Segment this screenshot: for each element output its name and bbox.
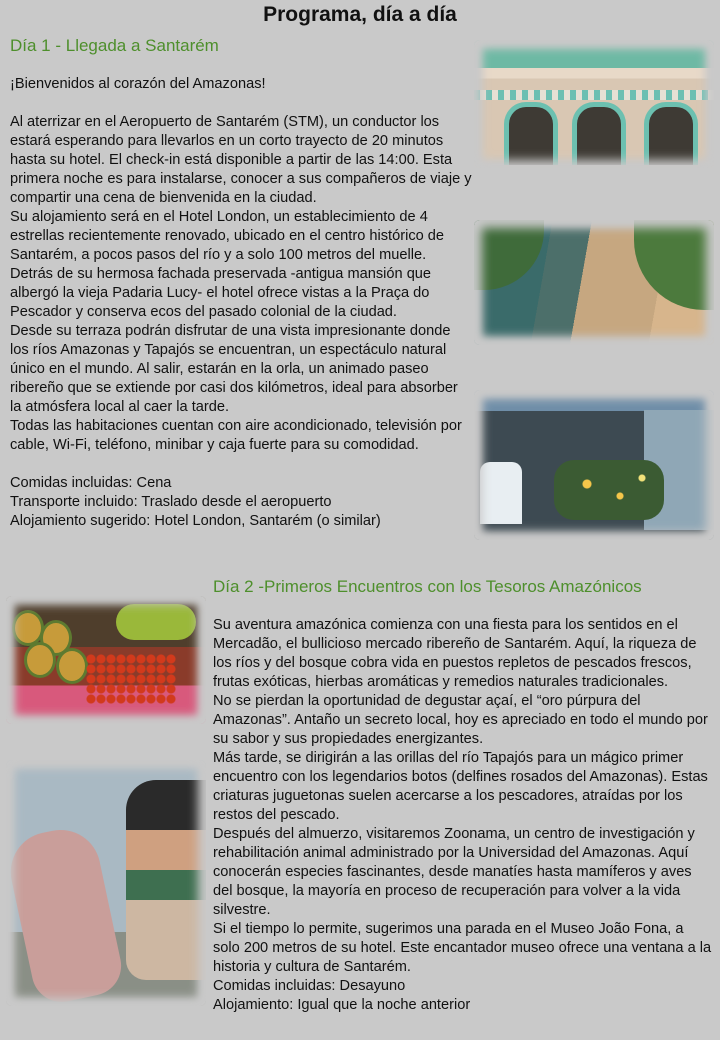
day1-heading: Día 1 - Llegada a Santarém — [10, 36, 219, 55]
day2-paragraph: Su aventura amazónica comienza con una fiesta para los sentidos en el Mercadão, el bullicioso mercado ribereño de Santarém. Aquí, la riqueza de los ríos y del bosque cobra vida en puestos repletos de pescados frescos, frutas exóticas, hierbas aromáticas y remedios naturales tradicionales. — [213, 617, 697, 690]
day1-paragraph: Al aterrizar en el Aeropuerto de Santarém (STM), un conductor los estará esperando para llevarlos en un corto trayecto de 20 minutos hasta su hotel. El check-in está disponible a partir de las 14:00. Esta primera noche es para instalarse, conocer a sus compañeros de viaje y compartir una cena de bienvenida en la ciudad. — [10, 114, 472, 206]
day2-body — [213, 616, 713, 1015]
day2-heading: Día 2 -Primeros Encuentros con los Tesoros Amazónicos — [213, 577, 642, 596]
day2-paragraph: No se pierdan la oportunidad de degustar açaí, el “oro púrpura del Amazonas”. Antaño un secreto local, hoy es apreciado en todo el mundo por su sabor y sus propiedades energizantes. — [213, 693, 708, 747]
day1-paragraph: Desde su terraza podrán disfrutar de una vista impresionante donde los ríos Amazonas y Tapajós se encuentran, un espectáculo natural único en el mundo. Al salir, estarán en la orla, un animado paseo ribereño que se extiende por casi dos kilómetros, ideal para absorber la atmósfera local al caer la tarde. — [10, 323, 458, 415]
day2-paragraph: Si el tiempo lo permite, sugerimos una parada en el Museo João Fona, a solo 200 metros de su hotel. Este encantador museo ofrece una ventana a la historia y cultura de Santarém. — [213, 921, 712, 975]
day1-paragraph: Todas las habitaciones cuentan con aire acondicionado, televisión por cable, Wi-Fi, teléfono, minibar y caja fuerte para su comodidad. — [10, 418, 462, 453]
meeting-of-rivers-photo — [474, 220, 714, 345]
day1-body — [10, 75, 472, 531]
day2-paragraph: Después del almuerzo, visitaremos Zoonama, un centro de investigación y rehabilitación animal administrado por la Universidad del Amazonas. Aquí conocerán especies fascinantes, desde manatíes hasta mamíferos y aves del bosque, la mayoría en proceso de recuperación para volver a la vida silvestre. — [213, 826, 695, 918]
market-fruit-photo — [6, 596, 206, 724]
day1-lodging: Alojamiento sugerido: Hotel London, Santarém (o similar) — [10, 513, 381, 529]
pink-river-dolphin-photo — [6, 760, 206, 1006]
day2-meals: Comidas incluidas: Desayuno — [213, 978, 406, 994]
day1-meals: Comidas incluidas: Cena — [10, 475, 172, 491]
santarem-night-city-photo — [474, 390, 714, 540]
hotel-facade-photo — [474, 40, 714, 168]
day2-lodging: Alojamiento: Igual que la noche anterior — [213, 997, 471, 1013]
day2-paragraph: Más tarde, se dirigirán a las orillas del río Tapajós para un mágico primer encuentro con los legendarios botos (delfines rosados del Amazonas). Estas criaturas juguetonas suelen acercarse a los pescadores, atraídas por los restos del pescado. — [213, 750, 708, 823]
day1-paragraph: Su alojamiento será en el Hotel London, un establecimiento de 4 estrellas recientemente renovado, ubicado en el centro histórico de Santarém, a pocos pasos del río y a solo 100 metros del muelle. Detrás de su hermosa fachada preservada -antigua mansión que albergó la vieja Padaria Lucy- el hotel ofrece vistas a la Praça do Pescador y conserva ecos del pasado colonial de la ciudad. — [10, 209, 445, 320]
day1-welcome: ¡Bienvenidos al corazón del Amazonas! — [10, 76, 266, 92]
page-title: Programa, día a día — [263, 3, 457, 26]
day1-transport: Transporte incluido: Traslado desde el aeropuerto — [10, 494, 332, 510]
